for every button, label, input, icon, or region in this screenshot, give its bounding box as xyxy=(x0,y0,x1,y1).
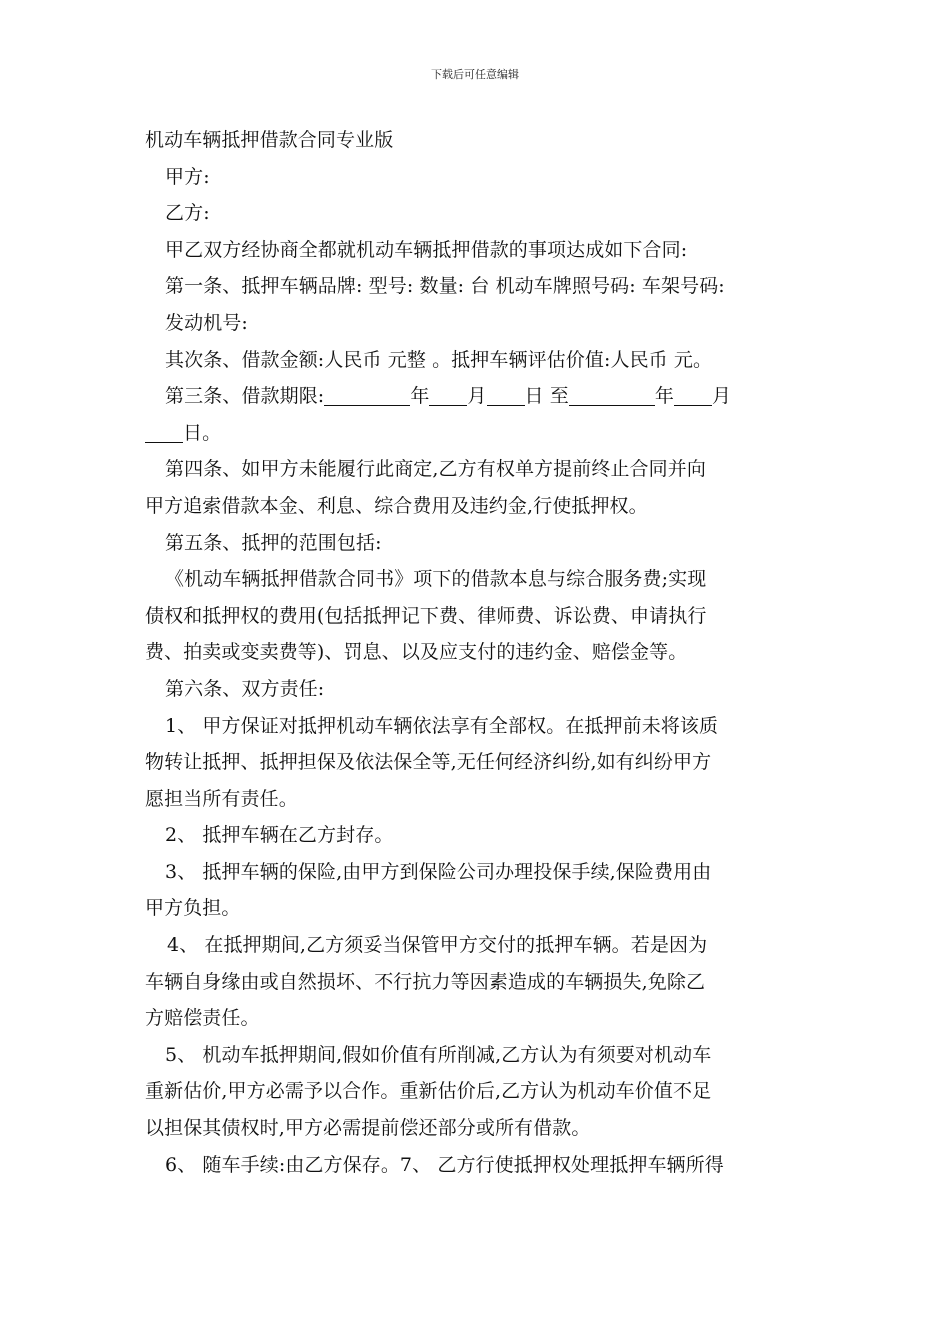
article-5-title: 第五条、抵押的范围包括: xyxy=(165,531,382,554)
blank-end-month xyxy=(674,381,712,406)
item-5-line-1: 5、 机动车抵押期间,假如价值有所削减,乙方认为有须要对机动车 xyxy=(165,1043,712,1066)
item-5-line-2: 重新估价,甲方必需予以合作。重新估价后,乙方认为机动车价值不足 xyxy=(145,1080,712,1103)
article-6-title: 第六条、双方责任: xyxy=(165,677,325,700)
intro-paragraph: 甲乙双方经协商全都就机动车辆抵押借款的事项达成如下合同: xyxy=(165,238,688,261)
item-3-line-1: 3、 抵押车辆的保险,由甲方到保险公司办理投保手续,保险费用由 xyxy=(165,860,712,883)
contract-body xyxy=(145,122,810,1183)
article-5-line-2: 债权和抵押权的费用(包括抵押记下费、律师费、诉讼费、申请执行 xyxy=(145,604,707,627)
article-1-line-1: 第一条、抵押车辆品牌: 型号: 数量: 台 机动车牌照号码: 车架号码: xyxy=(165,275,725,298)
item-4-line-3: 方赔偿责任。 xyxy=(145,1007,260,1030)
item-4-line-1: 4、 在抵押期间,乙方须妥当保管甲方交付的抵押车辆。若是因为 xyxy=(167,934,708,957)
article-5-line-3: 费、拍卖或变卖费等)、罚息、以及应支付的违约金、赔偿金等。 xyxy=(145,641,688,664)
month-label: 月 xyxy=(712,385,732,408)
item-2: 2、 抵押车辆在乙方封存。 xyxy=(165,824,394,847)
article-4-line-1: 第四条、如甲方未能履行此商定,乙方有权单方提前终止合同并向 xyxy=(165,458,706,481)
blank-start-year xyxy=(324,381,410,406)
item-1-line-1: 1、 甲方保证对抵押机动车辆依法享有全部权。在抵押前未将该质 xyxy=(165,714,719,737)
party-b-line: 乙方: xyxy=(165,202,210,225)
item-1-line-2: 物转让抵押、抵押担保及依法保全等,无任何经济纠纷,如有纠纷甲方 xyxy=(145,751,712,774)
item-5-line-3: 以担保其债权时,甲方必需提前偿还部分或所有借款。 xyxy=(145,1117,591,1140)
item-4-line-2: 车辆自身缘由或自然损坏、不行抗力等因素造成的车辆损失,免除乙 xyxy=(145,970,706,993)
article-3-line-2 xyxy=(145,415,810,452)
article-4-line-2: 甲方追索借款本金、利息、综合费用及违约金,行使抵押权。 xyxy=(145,494,648,517)
item-1-line-3: 愿担当所有责任。 xyxy=(145,787,298,810)
blank-start-month xyxy=(429,381,467,406)
blank-end-year xyxy=(569,381,655,406)
article-3-end: 日。 xyxy=(183,421,222,444)
party-a-line: 甲方: xyxy=(165,165,210,188)
article-3-prefix: 第三条、借款期限: xyxy=(165,385,325,408)
article-2: 其次条、借款金额:人民币 元整 。抵押车辆评估价值:人民币 元。 xyxy=(165,348,713,371)
item-6-line: 6、 随车手续:由乙方保存。7、 乙方行使抵押权处理抵押车辆所得 xyxy=(165,1153,724,1176)
to-label: 至 xyxy=(549,385,569,408)
year-label: 年 xyxy=(654,385,674,408)
blank-end-day xyxy=(145,418,183,443)
year-label: 年 xyxy=(410,385,430,408)
article-3-line-1 xyxy=(145,378,810,415)
article-5-line-1: 《机动车辆抵押借款合同书》项下的借款本息与综合服务费;实现 xyxy=(165,568,707,591)
blank-start-day xyxy=(487,381,525,406)
page-header-note: 下载后可任意编辑 xyxy=(431,68,519,81)
item-3-line-2: 甲方负担。 xyxy=(145,897,241,920)
article-1-line-2: 发动机号: xyxy=(165,311,248,334)
month-label: 月 xyxy=(467,385,487,408)
document-title: 机动车辆抵押借款合同专业版 xyxy=(145,129,394,151)
day-label: 日 xyxy=(524,385,544,408)
